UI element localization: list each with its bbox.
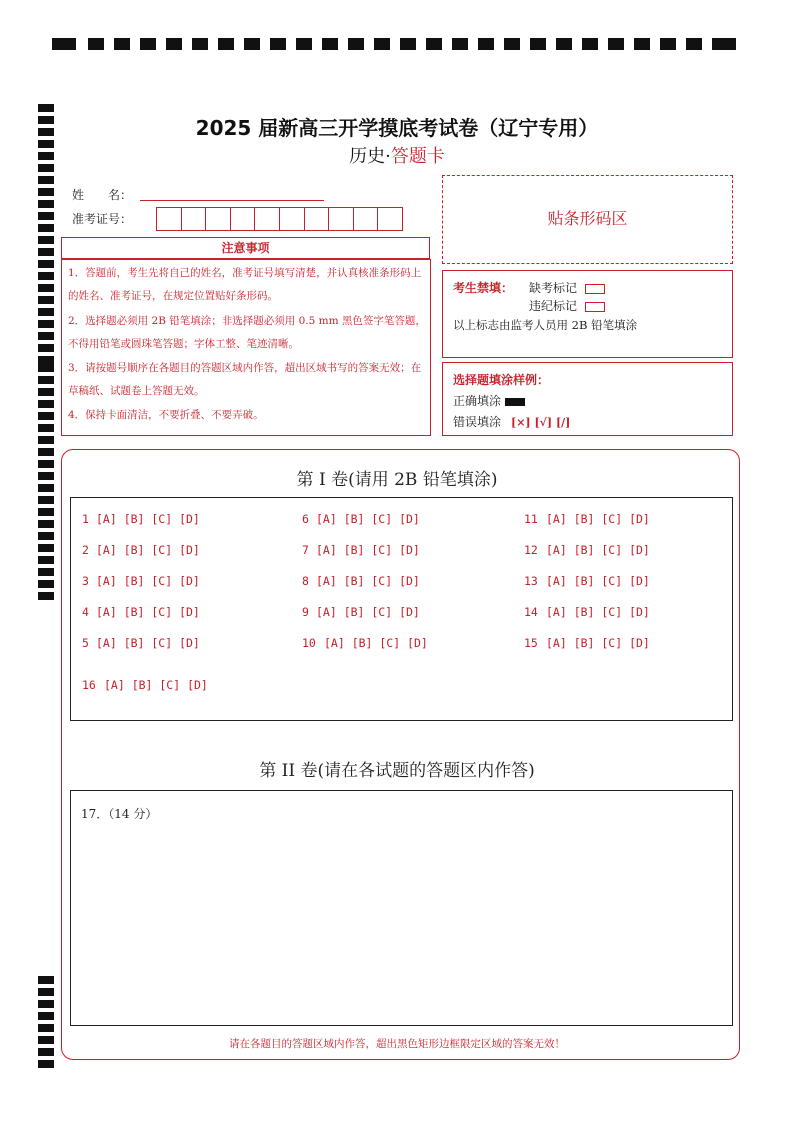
timing-mark <box>38 508 54 516</box>
question-5[interactable] <box>82 636 200 650</box>
absent-box[interactable] <box>585 284 605 294</box>
timing-mark <box>686 38 702 50</box>
question-15[interactable] <box>524 636 650 650</box>
answer-options[interactable]: [A] [B] [C] [D] <box>96 543 200 557</box>
wrong-label: 错误填涂 <box>453 415 502 429</box>
correct-label: 正确填涂 <box>453 394 502 408</box>
question-10[interactable] <box>302 636 428 650</box>
footer-note: 请在各题目的答题区域内作答，超出黑色矩形边框限定区域的答案无效！ <box>229 1038 565 1050</box>
answer-options[interactable]: [A] [B] [C] [D] <box>96 605 200 619</box>
question-12[interactable] <box>524 543 650 557</box>
answer-options[interactable]: [A] [B] [C] [D] <box>546 574 650 588</box>
question-7[interactable] <box>302 543 420 557</box>
id-box[interactable] <box>230 207 256 231</box>
question-number: 11 <box>524 512 538 526</box>
forbidden-note: 以上标志由监考人员用 2B 铅笔填涂 <box>453 318 638 332</box>
absent-label: 缺考标记 <box>529 281 578 295</box>
q17-answer-box[interactable] <box>70 790 733 1026</box>
answer-options[interactable]: [A] [B] [C] [D] <box>324 636 428 650</box>
q17-label: 17．（14 分） <box>81 807 158 821</box>
timing-mark <box>38 388 54 396</box>
timing-mark <box>38 188 54 196</box>
question-number: 8 <box>302 574 309 588</box>
forbidden-label: 考生禁填： <box>453 281 514 295</box>
question-number: 16 <box>82 678 96 692</box>
timing-mark <box>608 38 624 50</box>
answer-options[interactable]: [A] [B] [C] [D] <box>104 678 208 692</box>
question-number: 14 <box>524 605 538 619</box>
timing-mark <box>374 38 390 50</box>
question-13[interactable] <box>524 574 650 588</box>
timing-mark <box>52 38 76 50</box>
timing-mark <box>38 424 54 432</box>
answer-options[interactable]: [A] [B] [C] [D] <box>316 605 420 619</box>
timing-mark <box>38 284 54 292</box>
id-box[interactable] <box>304 207 330 231</box>
timing-mark <box>38 344 54 352</box>
timing-mark <box>38 412 54 420</box>
notice-item: 4．保持卡面清洁，不要折叠、不要弄破。 <box>68 409 264 421</box>
timing-mark <box>38 332 54 340</box>
barcode-area <box>442 175 733 264</box>
answer-options[interactable]: [A] [B] [C] [D] <box>316 543 420 557</box>
timing-mark <box>270 38 286 50</box>
id-box[interactable] <box>254 207 280 231</box>
timing-mark <box>38 176 54 184</box>
question-9[interactable] <box>302 605 420 619</box>
question-1[interactable] <box>82 512 200 526</box>
violation-mark[interactable] <box>529 297 605 314</box>
question-11[interactable] <box>524 512 650 526</box>
question-number: 13 <box>524 574 538 588</box>
timing-mark <box>38 272 54 280</box>
timing-mark <box>38 1060 54 1068</box>
card-label: 答题卡 <box>390 146 445 167</box>
id-label: 准考证号： <box>72 212 133 226</box>
notice-item: 3．请按题号顺序在各题目的答题区域内作答，超出区域书写的答案无效；在草稿纸、试题卷上答题无效。 <box>68 362 422 397</box>
question-2[interactable] <box>82 543 200 557</box>
timing-mark <box>166 38 182 50</box>
question-14[interactable] <box>524 605 650 619</box>
timing-mark <box>38 592 54 600</box>
name-label: 姓 名： <box>72 188 133 202</box>
timing-mark <box>38 556 54 564</box>
timing-mark <box>38 988 54 996</box>
id-box[interactable] <box>353 207 379 231</box>
wrong-marks: [×] [√] [/] <box>511 416 571 429</box>
answer-options[interactable]: [A] [B] [C] [D] <box>546 543 650 557</box>
correct-sample <box>453 392 525 409</box>
notice-item: 1．答题前，考生先将自己的姓名，准考证号填写清楚，并认真核准条形码上的姓名、准考证号，在规定位置贴好条形码。 <box>68 267 422 302</box>
answer-options[interactable]: [A] [B] [C] [D] <box>546 636 650 650</box>
filled-mark-icon <box>505 398 525 406</box>
answer-options[interactable]: [A] [B] [C] [D] <box>316 574 420 588</box>
part2-title: 第 II 卷(请在各试题的答题区内作答) <box>259 761 535 781</box>
timing-mark <box>478 38 494 50</box>
timing-mark <box>38 976 54 984</box>
timing-mark <box>38 1012 54 1020</box>
timing-mark <box>244 38 260 50</box>
part1-title: 第 I 卷(请用 2B 铅笔填涂) <box>296 470 498 490</box>
question-number: 9 <box>302 605 309 619</box>
question-number: 1 <box>82 512 89 526</box>
timing-mark <box>38 376 54 384</box>
question-number: 10 <box>302 636 316 650</box>
subject-name: 历史· <box>349 146 391 167</box>
question-number: 3 <box>82 574 89 588</box>
question-number: 7 <box>302 543 309 557</box>
id-box[interactable] <box>279 207 305 231</box>
timing-mark <box>556 38 572 50</box>
timing-mark <box>38 532 54 540</box>
notice-title: 注意事项 <box>61 237 430 259</box>
subject-title <box>0 142 794 168</box>
timing-mark <box>38 436 54 444</box>
timing-mark <box>88 38 104 50</box>
question-number: 5 <box>82 636 89 650</box>
notice-box <box>61 259 431 436</box>
timing-mark <box>504 38 520 50</box>
timing-mark <box>38 496 54 504</box>
timing-mark <box>38 580 54 588</box>
answer-options[interactable]: [A] [B] [C] [D] <box>96 636 200 650</box>
answer-options[interactable]: [A] [B] [C] [D] <box>96 574 200 588</box>
timing-mark <box>38 260 54 268</box>
timing-mark <box>140 38 156 50</box>
timing-mark <box>38 448 54 456</box>
timing-mark <box>660 38 676 50</box>
exam-id-boxes[interactable] <box>156 207 402 231</box>
timing-mark <box>426 38 442 50</box>
id-box[interactable] <box>205 207 231 231</box>
wrong-sample <box>453 413 570 430</box>
question-number: 12 <box>524 543 538 557</box>
timing-mark <box>38 1000 54 1008</box>
timing-mark <box>38 364 54 372</box>
violation-box[interactable] <box>585 302 605 312</box>
timing-mark <box>296 38 312 50</box>
timing-mark <box>38 544 54 552</box>
id-box[interactable] <box>328 207 354 231</box>
timing-mark <box>322 38 338 50</box>
timing-mark <box>218 38 234 50</box>
sample-box <box>442 362 733 436</box>
question-number: 6 <box>302 512 309 526</box>
notice-item: 2．选择题必须用 2B 铅笔填涂；非选择题必须用 0.5 mm 黑色签字笔答题，不得用铅笔或圆珠笔答题；字体工整、笔迹清晰。 <box>68 315 426 350</box>
timing-mark <box>38 400 54 408</box>
question-8[interactable] <box>302 574 420 588</box>
timing-mark <box>38 104 54 112</box>
timing-mark <box>38 1024 54 1032</box>
id-box[interactable] <box>377 207 403 231</box>
timing-mark <box>348 38 364 50</box>
timing-mark <box>114 38 130 50</box>
question-3[interactable] <box>82 574 200 588</box>
id-box[interactable] <box>156 207 182 231</box>
timing-mark <box>634 38 650 50</box>
timing-mark <box>38 356 54 364</box>
timing-mark <box>192 38 208 50</box>
timing-mark <box>38 224 54 232</box>
timing-mark <box>530 38 546 50</box>
barcode-label: 贴条形码区 <box>547 209 628 228</box>
question-16[interactable] <box>82 678 208 692</box>
answer-options[interactable]: [A] [B] [C] [D] <box>546 605 650 619</box>
forbidden-box <box>442 270 733 358</box>
question-4[interactable] <box>82 605 200 619</box>
answer-options[interactable]: [A] [B] [C] [D] <box>316 512 420 526</box>
sample-title: 选择题填涂样例： <box>453 373 550 387</box>
timing-mark <box>712 38 736 50</box>
timing-mark <box>38 520 54 528</box>
timing-mark <box>400 38 416 50</box>
timing-mark <box>38 236 54 244</box>
answer-options[interactable]: [A] [B] [C] [D] <box>96 512 200 526</box>
absent-mark[interactable] <box>529 279 605 296</box>
question-number: 4 <box>82 605 89 619</box>
timing-mark <box>38 308 54 316</box>
exam-title: 2025 届新高三开学摸底考试卷（辽宁专用） <box>195 116 599 140</box>
timing-mark <box>38 320 54 328</box>
question-6[interactable] <box>302 512 420 526</box>
timing-mark <box>38 296 54 304</box>
timing-mark <box>582 38 598 50</box>
question-number: 15 <box>524 636 538 650</box>
timing-mark <box>38 248 54 256</box>
question-number: 2 <box>82 543 89 557</box>
timing-mark <box>38 212 54 220</box>
violation-label: 违纪标记 <box>529 299 578 313</box>
name-field[interactable] <box>140 200 324 201</box>
timing-mark <box>38 568 54 576</box>
timing-mark <box>452 38 468 50</box>
answer-options[interactable]: [A] [B] [C] [D] <box>546 512 650 526</box>
id-box[interactable] <box>181 207 207 231</box>
timing-mark <box>38 200 54 208</box>
timing-marks-top <box>52 38 748 50</box>
